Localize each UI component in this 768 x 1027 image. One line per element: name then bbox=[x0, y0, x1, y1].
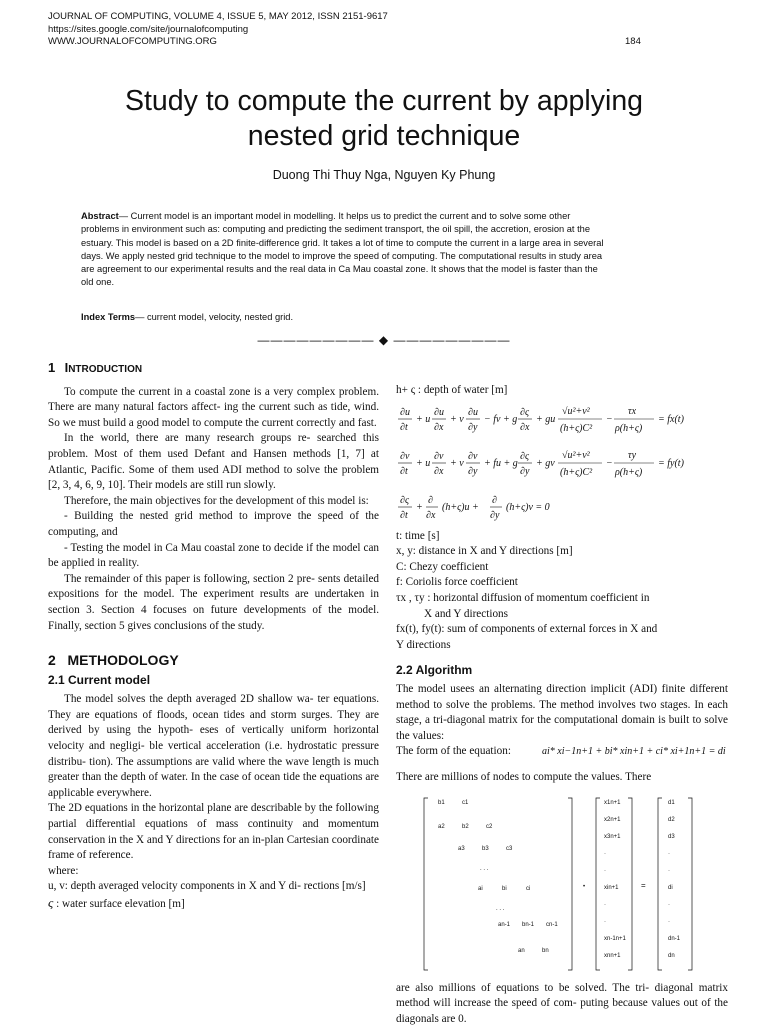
svg-text:∂ς: ∂ς bbox=[520, 451, 530, 462]
authors: Duong Thi Thuy Nga, Nguyen Ky Phung bbox=[0, 168, 768, 182]
x-vector-entry: · bbox=[604, 868, 606, 874]
svg-text:∂u: ∂u bbox=[468, 407, 478, 418]
var-line: x, y: distance in X and Y directions [m] bbox=[396, 544, 728, 560]
matrix-cell: c2 bbox=[486, 824, 493, 830]
svg-text:∂t: ∂t bbox=[400, 510, 408, 521]
svg-text:+ v: + v bbox=[450, 414, 464, 425]
subsection-2-1-heading: 2.1 Current model bbox=[48, 673, 379, 689]
svg-text:∂: ∂ bbox=[428, 495, 433, 506]
svg-text:∂v: ∂v bbox=[434, 451, 444, 462]
var-line: X and Y directions bbox=[396, 607, 728, 623]
svg-text:∂x: ∂x bbox=[426, 510, 436, 521]
matrix-ellipsis: . . . bbox=[496, 906, 505, 912]
x-vector-entry: x3n+1 bbox=[604, 834, 621, 840]
svg-text:√u²+v²: √u²+v² bbox=[562, 406, 591, 417]
abstract-line: days. We apply nested grid technique to the model to improve the speed of computing. The computational results in study area bbox=[81, 250, 693, 263]
svg-text:∂x: ∂x bbox=[434, 466, 444, 477]
abstract-line: — Current model is an important model in modelling. It helps us to predict the current and to solve some other bbox=[119, 211, 571, 221]
equals-sign: = bbox=[641, 881, 646, 890]
matrix-cell: ai bbox=[478, 886, 483, 892]
x-vector-entry: · bbox=[604, 919, 606, 925]
paragraph: u, v: depth averaged velocity components in X and Y di- rections [m/s] bbox=[48, 879, 379, 895]
title-line-1: Study to compute the current by applying bbox=[0, 84, 768, 119]
x-vector-entry: xn-1n+1 bbox=[604, 936, 627, 942]
matrix-ellipsis: . . . bbox=[480, 866, 489, 872]
svg-text:= fx(t): = fx(t) bbox=[658, 414, 685, 425]
svg-text:τx: τx bbox=[628, 406, 637, 417]
momentum-x-equation bbox=[396, 401, 728, 439]
paragraph: - Testing the model in Ca Mau coastal zone to decide if the model can be applied in reality. bbox=[48, 541, 379, 572]
subsection-2-2-heading: 2.2 Algorithm bbox=[396, 663, 728, 679]
matrix-cell: cn-1 bbox=[546, 922, 558, 928]
var-line: τx , τy : horizontal diffusion of momentum coefficient in bbox=[396, 591, 728, 607]
svg-text:ρ(h+ς): ρ(h+ς) bbox=[614, 423, 643, 434]
svg-text:−: − bbox=[606, 414, 613, 425]
abstract-line: estuary. This model is based on a 2D finite-difference grid. It takes a lot of time to compute the current in a large area in several bbox=[81, 237, 693, 250]
matrix-cell: a2 bbox=[438, 824, 445, 830]
svg-text:(h+ς)u +: (h+ς)u + bbox=[442, 502, 479, 513]
separator: ————————— ◆ ————————— bbox=[0, 333, 768, 347]
svg-text:∂v: ∂v bbox=[400, 451, 410, 462]
paragraph: There are millions of nodes to compute the values. There bbox=[396, 770, 728, 786]
svg-text:∂y: ∂y bbox=[490, 510, 500, 521]
paragraph: where: bbox=[48, 864, 379, 880]
index-terms-text: — current model, velocity, nested grid. bbox=[135, 312, 293, 322]
svg-text:∂ς: ∂ς bbox=[520, 407, 530, 418]
paragraph: In the world, there are many research groups re- searched this problem. Most of them used Defant and Hansen methods [1, 7] at Atlantic, Pacific. Some of them used ADI method to solve the problem [2, 3, 4, 6, 9, 10]. Their models are still run slowly. bbox=[48, 431, 379, 493]
matrix-cell: b1 bbox=[438, 800, 445, 806]
matrix-cell: an-1 bbox=[498, 922, 511, 928]
journal-site[interactable]: WWW.JOURNALOFCOMPUTING.ORG bbox=[48, 36, 728, 49]
continuity-equation bbox=[396, 489, 728, 527]
matrix-cell: b2 bbox=[462, 824, 469, 830]
paragraph: ς : water surface elevation [m] bbox=[48, 895, 379, 913]
paragraph: are also millions of equations to be solved. The tri- diagonal matrix method will increase the speed of com- puting because values out of the diagonals are 0. bbox=[396, 981, 728, 1027]
abstract-line: old one. bbox=[81, 276, 693, 289]
page-number: 184 bbox=[625, 36, 641, 47]
section-title-cap: I bbox=[65, 360, 69, 375]
d-vector-entry: di bbox=[668, 885, 673, 891]
momentum-y-equation bbox=[396, 445, 728, 483]
svg-text:+: + bbox=[416, 502, 423, 513]
matrix-cell: ci bbox=[526, 886, 530, 892]
svg-text:∂t: ∂t bbox=[400, 466, 408, 477]
abstract-line: problems in environment such as: computing and predicting the sediment transport, the oil spill, the accretion, erosion at the bbox=[81, 223, 693, 236]
d-vector-entry: d2 bbox=[668, 817, 675, 823]
x-vector-entry: · bbox=[604, 902, 606, 908]
svg-text:∂x: ∂x bbox=[520, 422, 530, 433]
section-1-heading bbox=[48, 360, 379, 378]
svg-text:−: − bbox=[606, 458, 613, 469]
svg-text:∂v: ∂v bbox=[468, 451, 478, 462]
var-line: C: Chezy coefficient bbox=[396, 560, 728, 576]
paper-title bbox=[0, 84, 768, 154]
d-vector-entry: d3 bbox=[668, 834, 675, 840]
abstract-line: are agreement to our experimental results and the real data in Ca Mau coastal zone. It shows that the model is faster than the bbox=[81, 263, 693, 276]
matrix-cell: c1 bbox=[462, 800, 469, 806]
right-column bbox=[396, 383, 728, 1027]
matrix-cell: a3 bbox=[458, 846, 465, 852]
section-title-rest: NTRODUCTION bbox=[68, 364, 142, 375]
paragraph: The model solves the depth averaged 2D shallow wa- ter equations. They are equations of floods, ocean tides and storm surges. They are derived by using the hypoth- eses of vertically uniform horizontal velocity and negligi- ble vertical acceleration (i.e. hydrostatic pressure distribu- tion). The assumptions are valid where the wave length is much greater than the depth of water. In the case of ocean tide the equations are applicable everywhere. bbox=[48, 692, 379, 801]
section-number: 1 bbox=[48, 360, 55, 375]
svg-text:∂x: ∂x bbox=[434, 422, 444, 433]
journal-url[interactable]: https://sites.google.com/site/journalofcomputing bbox=[48, 24, 728, 37]
x-vector-entry: xin+1 bbox=[604, 885, 619, 891]
x-vector-entry: · bbox=[604, 851, 606, 857]
abstract-label: Abstract bbox=[81, 211, 119, 221]
var-line: Y directions bbox=[396, 638, 728, 654]
x-vector-entry: x1n+1 bbox=[604, 800, 621, 806]
svg-text:+ fu + g: + fu + g bbox=[484, 458, 518, 469]
journal-line: JOURNAL OF COMPUTING, VOLUME 4, ISSUE 5, MAY 2012, ISSN 2151-9617 bbox=[48, 11, 728, 24]
left-column bbox=[48, 360, 379, 913]
svg-text:ρ(h+ς): ρ(h+ς) bbox=[614, 467, 643, 478]
tridiagonal-matrix-figure bbox=[396, 792, 728, 977]
d-vector-entry: · bbox=[668, 902, 670, 908]
var-line: f: Coriolis force coefficient bbox=[396, 575, 728, 591]
svg-text:− fv + g: − fv + g bbox=[484, 414, 517, 425]
index-terms-label: Index Terms bbox=[81, 312, 135, 322]
matrix-cell: an bbox=[518, 948, 525, 954]
depth-line: h+ ς : depth of water [m] bbox=[396, 383, 728, 399]
svg-text:(h+ς)C²: (h+ς)C² bbox=[560, 467, 593, 478]
d-vector-entry: · bbox=[668, 919, 670, 925]
abstract bbox=[81, 210, 693, 290]
matrix-cell: c3 bbox=[506, 846, 513, 852]
paragraph: To compute the current in a coastal zone is a very complex problem. There are many natural factors affect- ing the current such as tide, wind. So we must build a good model to compute the current correctly and fast. bbox=[48, 385, 379, 432]
svg-text:∂y: ∂y bbox=[468, 466, 478, 477]
svg-text:∂: ∂ bbox=[492, 495, 497, 506]
form-line: The form of the equation: ai* xi−1n+1 + bi* xin+1 + ci* xi+1n+1 = di bbox=[396, 744, 728, 760]
matrix-cell: bn-1 bbox=[522, 922, 535, 928]
var-line: fx(t), fy(t): sum of components of external forces in X and bbox=[396, 622, 728, 638]
matrix-cell: bi bbox=[502, 886, 507, 892]
svg-text:√u²+v²: √u²+v² bbox=[562, 450, 591, 461]
matrix-cell: b3 bbox=[482, 846, 489, 852]
matrix-cell: bn bbox=[542, 948, 549, 954]
x-vector-entry: x2n+1 bbox=[604, 817, 621, 823]
section-2-heading: 2 METHODOLOGY bbox=[48, 653, 379, 669]
multiply-dot: • bbox=[583, 884, 585, 890]
d-vector-entry: dn-1 bbox=[668, 936, 681, 942]
svg-text:(h+ς)C²: (h+ς)C² bbox=[560, 423, 593, 434]
index-terms bbox=[81, 311, 693, 324]
paragraph: Therefore, the main objectives for the development of this model is: bbox=[48, 494, 379, 510]
d-vector-entry: · bbox=[668, 851, 670, 857]
svg-text:+ gu: + gu bbox=[536, 414, 555, 425]
x-vector-entry: xnn+1 bbox=[604, 953, 621, 959]
paragraph: The remainder of this paper is following, section 2 pre- sents detailed expositions for the model. The experiment results are undertaken in section 3. Section 4 focuses on future developments of the model. Finally, section 5 gives conclusions of the study. bbox=[48, 572, 379, 634]
svg-text:+ u: + u bbox=[416, 458, 430, 469]
svg-text:∂u: ∂u bbox=[434, 407, 444, 418]
svg-text:∂ς: ∂ς bbox=[400, 495, 410, 506]
d-vector-entry: dn bbox=[668, 953, 675, 959]
svg-text:+ gv: + gv bbox=[536, 458, 555, 469]
svg-text:(h+ς)v = 0: (h+ς)v = 0 bbox=[506, 502, 550, 513]
svg-text:∂u: ∂u bbox=[400, 407, 410, 418]
svg-text:τy: τy bbox=[628, 450, 637, 461]
svg-text:∂y: ∂y bbox=[468, 422, 478, 433]
title-line-2: nested grid technique bbox=[0, 119, 768, 154]
svg-text:+ v: + v bbox=[450, 458, 464, 469]
paragraph: The model usees an alternating direction implicit (ADI) finite different method to solve the problems. The method involves two stages. In each stage, a tri-diagonal matrix for the computational domain is built to solve the values: bbox=[396, 682, 728, 744]
paragraph: The 2D equations in the horizontal plane are describable by the following partial differential equations of mass continuity and momentum conservation in the X and Y directions for an in-plan Cartesian coordinate frame of reference. bbox=[48, 801, 379, 863]
var-line: t: time [s] bbox=[396, 529, 728, 545]
tridiagonal-equation: ai* xi−1n+1 + bi* xin+1 + ci* xi+1n+1 = di bbox=[542, 744, 726, 760]
svg-text:= fy(t): = fy(t) bbox=[658, 458, 685, 469]
svg-text:+ u: + u bbox=[416, 414, 430, 425]
paragraph: - Building the nested grid method to improve the speed of the computing, and bbox=[48, 509, 379, 540]
svg-text:∂t: ∂t bbox=[400, 422, 408, 433]
svg-text:∂y: ∂y bbox=[520, 466, 530, 477]
d-vector-entry: · bbox=[668, 868, 670, 874]
d-vector-entry: d1 bbox=[668, 800, 675, 806]
